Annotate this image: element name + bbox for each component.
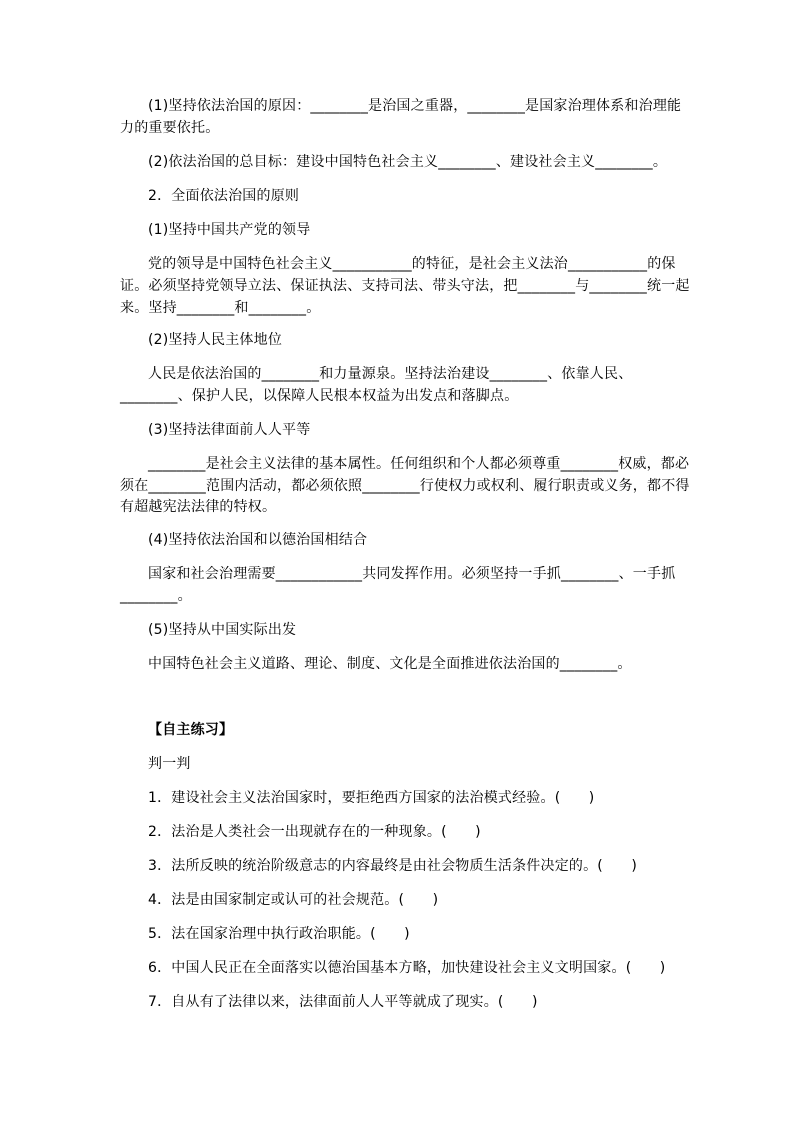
text-line: (2)依法治国的总目标：建设中国特色社会主义________、建设社会主义________。: [148, 154, 668, 170]
text-line: 力的重要依托。: [120, 120, 220, 136]
text-line: (1)坚持依法治国的原因：________是治国之重器，________是国家治理体系和治理能: [148, 98, 682, 114]
subsection-heading: (4)坚持依法治国和以德治国相结合: [148, 532, 368, 548]
question-item: 3．法所反映的统治阶级意志的内容最终是由社会物质生活条件决定的。( ): [148, 858, 638, 874]
text-line: 有超越宪法法律的特权。: [120, 499, 277, 515]
subsection-heading: (5)坚持从中国实际出发: [148, 622, 297, 638]
practice-heading: 【自主练习】: [148, 722, 234, 738]
text-line: 人民是依法治国的________和力量源泉。坚持法治建设________、依靠人民、: [148, 366, 633, 382]
text-line: ________是社会主义法律的基本属性。任何组织和个人都必须尊重________权威，都必: [148, 456, 690, 472]
question-item: 1．建设社会主义法治国家时，要拒绝西方国家的法治模式经验。( ): [148, 790, 595, 806]
practice-subheading: 判一判: [148, 756, 191, 772]
text-line: 党的领导是中国特色社会主义___________的特征，是社会主义法治___________的保: [148, 256, 676, 272]
text-line: ________。: [120, 588, 192, 604]
text-line: 须在________范围内活动，都必须依照________行使权力或权利、履行职责或义务，都不得: [120, 478, 690, 494]
text-line: 中国特色社会主义道路、理论、制度、文化是全面推进依法治国的________。: [148, 656, 632, 672]
text-line: 证。必须坚持党领导立法、保证执法、支持司法、带头守法，把________与________统一起: [120, 278, 690, 294]
question-item: 4．法是由国家制定或认可的社会规范。( ): [148, 892, 439, 908]
subsection-heading: (3)坚持法律面前人人平等: [148, 422, 311, 438]
text-line: 来。坚持________和________。: [120, 300, 321, 316]
question-item: 2．法治是人类社会一出现就存在的一种现象。( ): [148, 824, 481, 840]
question-item: 7．自从有了法律以来，法律面前人人平等就成了现实。( ): [148, 994, 538, 1010]
subsection-heading: (2)坚持人民主体地位: [148, 332, 283, 348]
text-line: 国家和社会治理需要____________共同发挥作用。必须坚持一手抓________、一手抓: [148, 566, 676, 582]
question-item: 5．法在国家治理中执行政治职能。( ): [148, 926, 410, 942]
subsection-heading: (1)坚持中国共产党的领导: [148, 222, 311, 238]
text-line: ________、保护人民，以保障人民根本权益为出发点和落脚点。: [120, 388, 519, 404]
question-item: 6．中国人民正在全面落实以德治国基本方略，加快建设社会主义文明国家。( ): [148, 960, 666, 976]
section-heading: 2．全面依法治国的原则: [148, 188, 300, 204]
